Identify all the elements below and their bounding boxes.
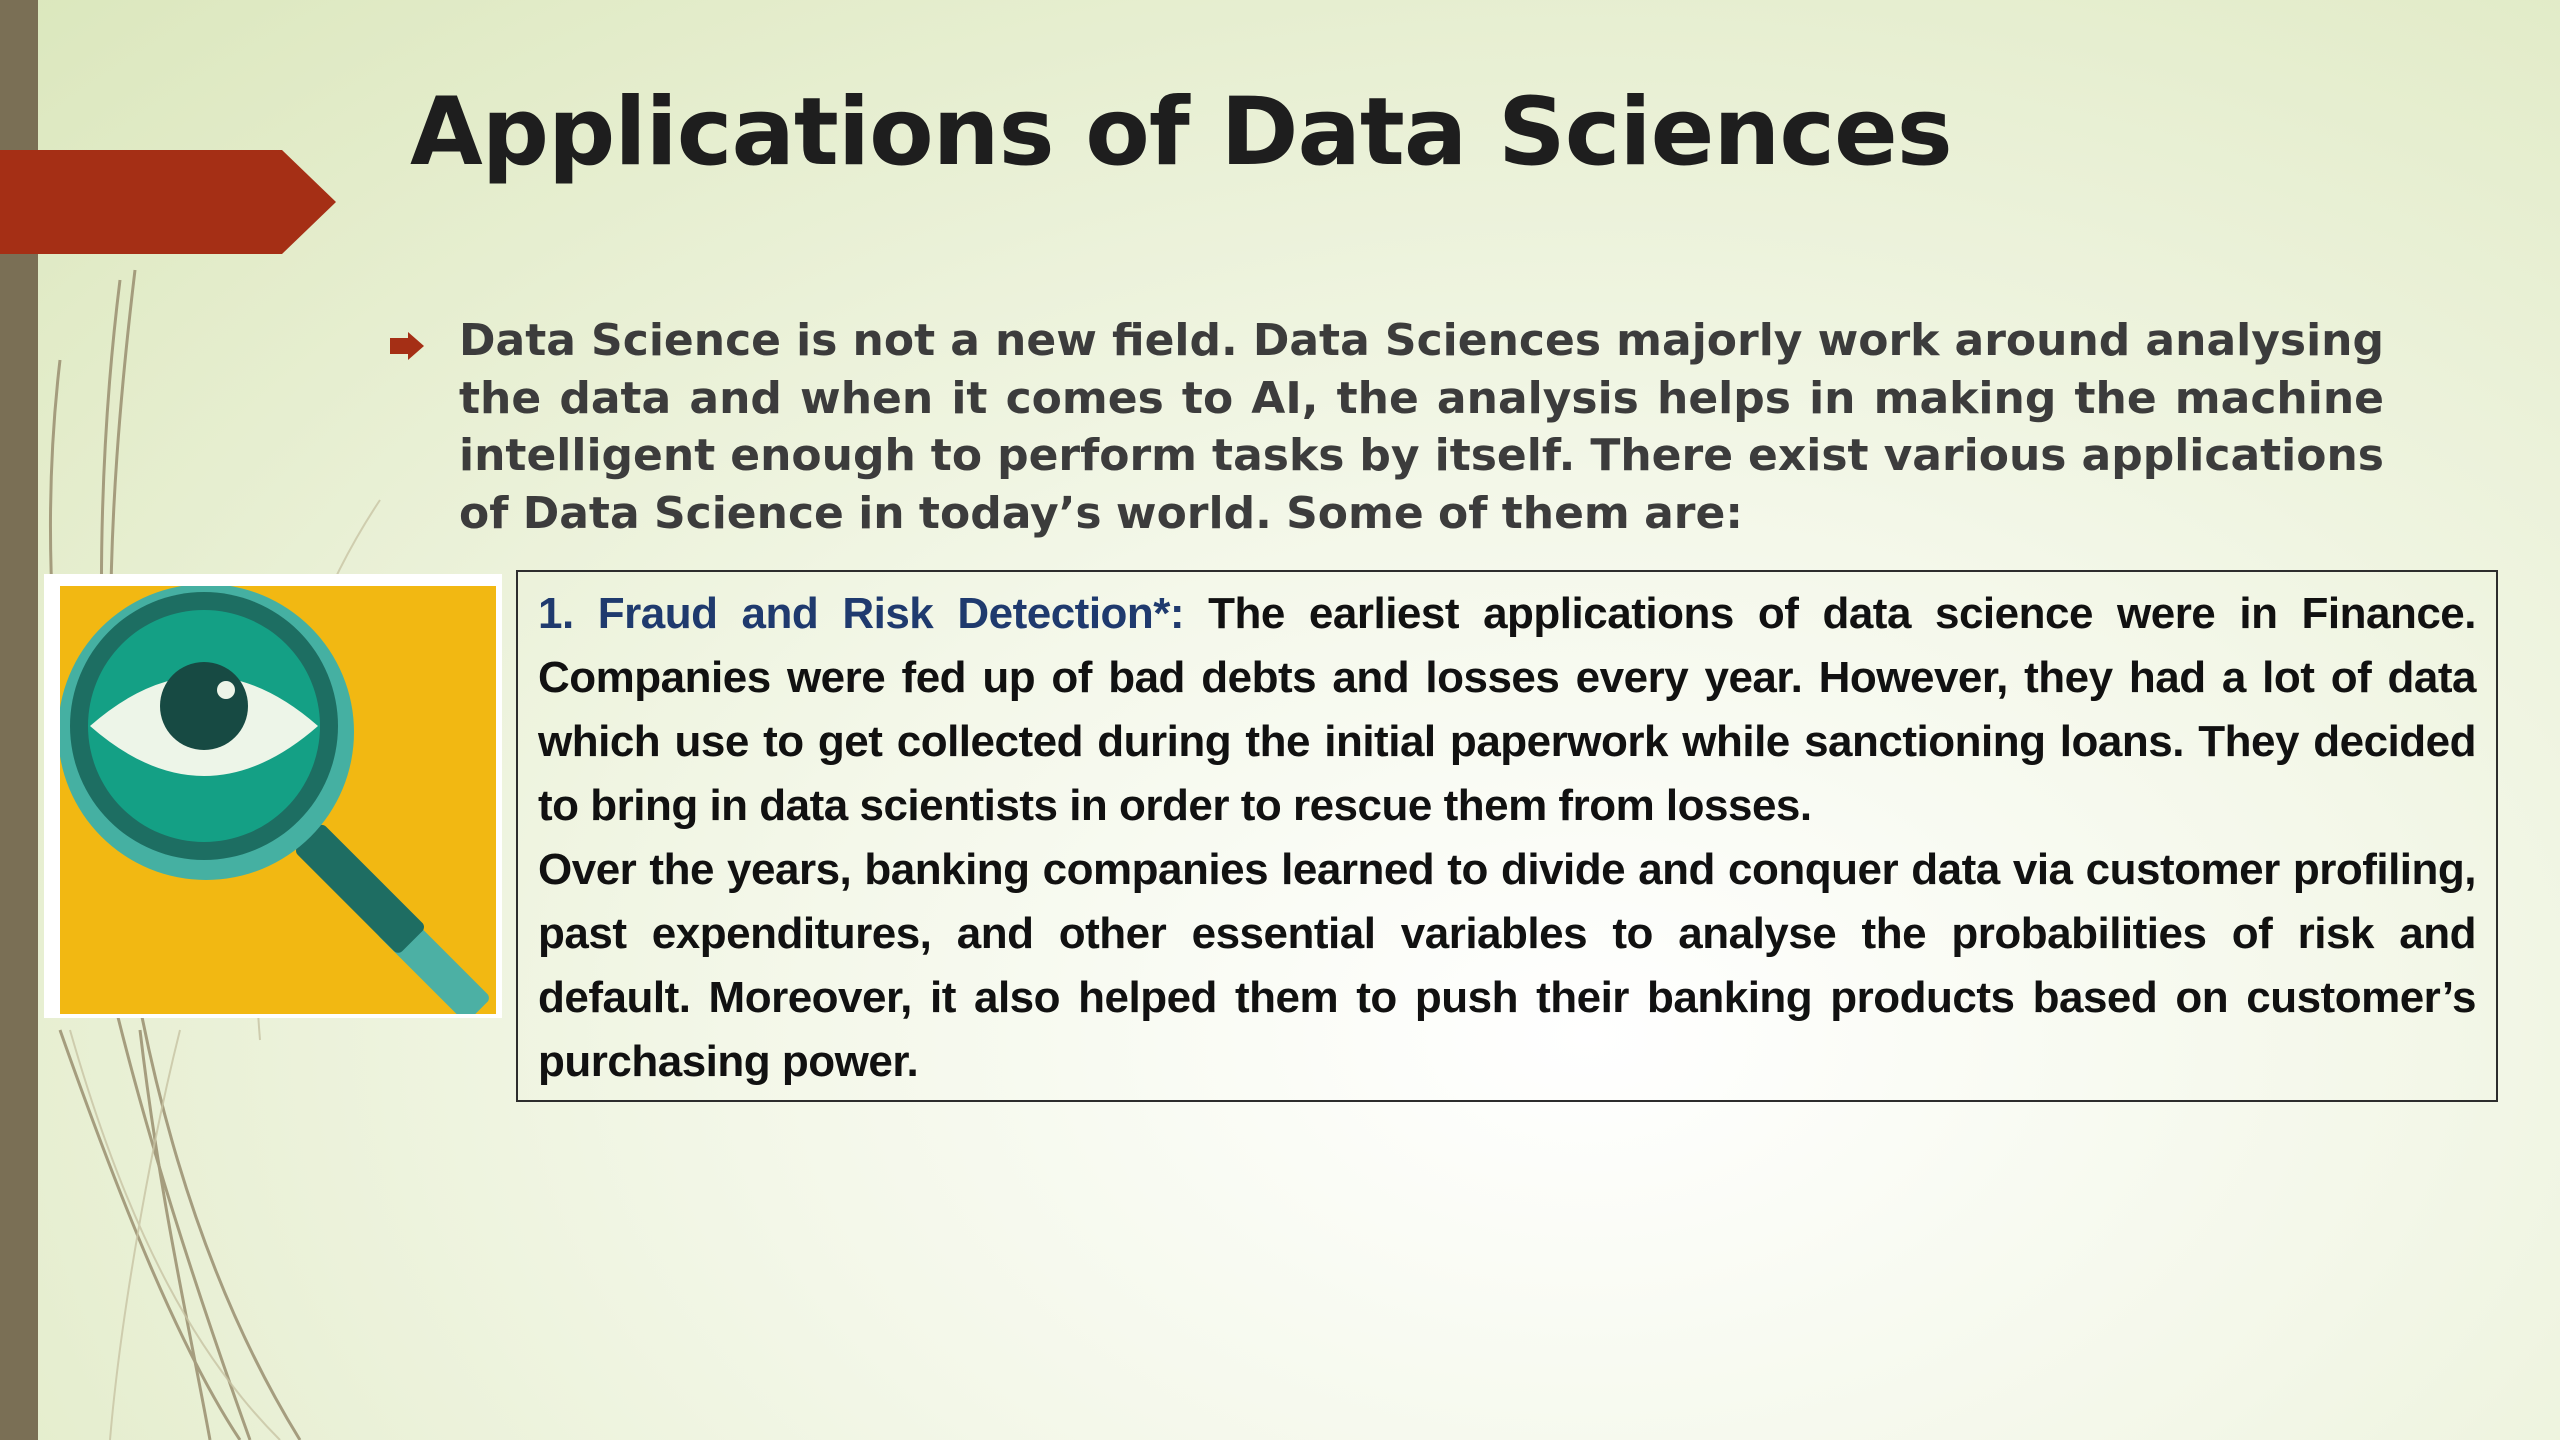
info-heading: 1. Fraud and Risk Detection*: bbox=[538, 589, 1185, 638]
magnifying-glass-eye-icon bbox=[60, 586, 496, 1014]
info-paragraph-1-text: The earliest applications of data science were in Finance. Companies were fed up of bad debts and losses every year. However, they had a lot of data which use to get collected during the initial paperwork while sanctioning loans. They decided to bring in data scientists in order to rescue them from losses. bbox=[538, 589, 2476, 830]
info-paragraph-1 bbox=[538, 582, 2476, 838]
title-accent-tab bbox=[0, 150, 336, 254]
fraud-risk-detection-box bbox=[516, 570, 2498, 1102]
info-paragraph-2: Over the years, banking companies learned to divide and conquer data via customer profiling, past expenditures, and other essential variables to analyse the probabilities of risk and default. Moreover, it also helped them to push their banking products based on customer’s purchasing power. bbox=[538, 845, 2476, 1086]
arrow-bullet-icon bbox=[388, 332, 424, 360]
slide-title: Applications of Data Sciences bbox=[410, 78, 1952, 187]
intro-bullet-text: Data Science is not a new field. Data Sciences majorly work around analysing the data and when it comes to AI, the analysis helps in making the machine intelligent enough to perform tasks by itself. There exist various applications of Data Science in today’s world. Some of them are: bbox=[459, 315, 2384, 539]
fraud-detection-image bbox=[44, 574, 502, 1018]
